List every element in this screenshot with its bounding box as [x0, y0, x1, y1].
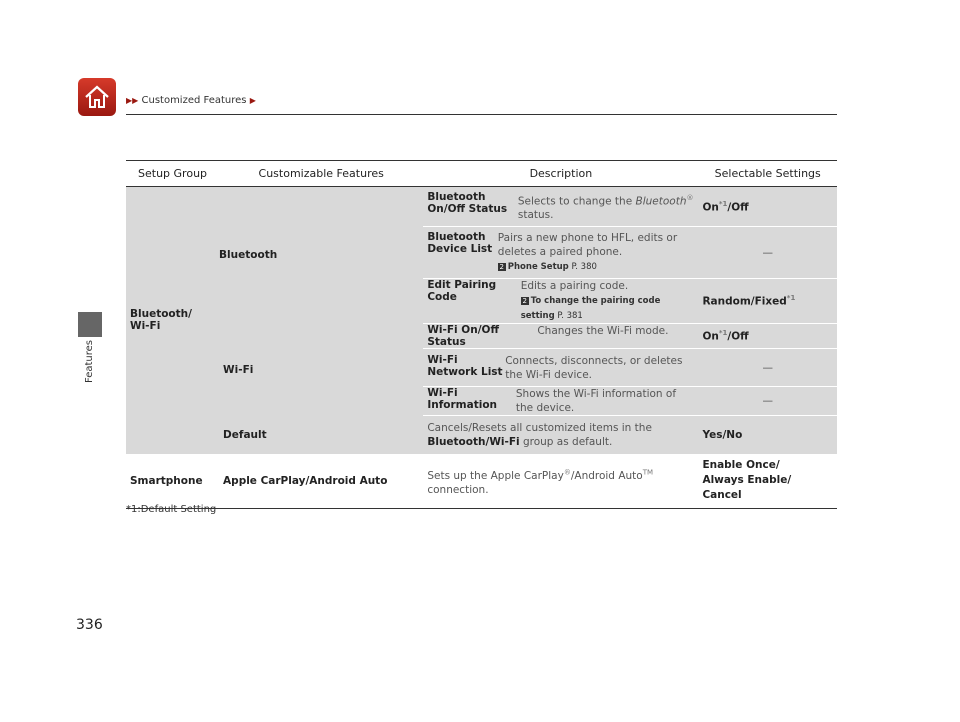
feature-name: Bluetooth On/Off Status	[427, 190, 508, 215]
settings-cell: —	[698, 349, 837, 387]
sub-group-label: Bluetooth	[219, 249, 423, 261]
breadcrumb-arrow-icon: ▶	[249, 96, 256, 105]
description-text: Sets up the Apple CarPlay®/Android Auto™ connection.	[427, 468, 654, 496]
table-header-row	[126, 161, 837, 187]
col-header: Setup Group	[126, 161, 219, 187]
description-cell	[423, 227, 698, 279]
settings-cell: —	[698, 227, 837, 279]
feature-name: Apple CarPlay/Android Auto	[219, 454, 423, 509]
cross-reference[interactable]: 2 To change the pairing code setting P. 381	[520, 296, 661, 321]
description-cell	[423, 387, 698, 416]
description-text: Changes the Wi-Fi mode.	[537, 325, 669, 337]
setup-group-cell: Bluetooth/ Wi-Fi	[126, 187, 219, 454]
description-text: Edits a pairing code. 2 To change the pairing code setting P. 381	[520, 280, 661, 321]
side-section-label: Features	[84, 340, 95, 383]
description-text: Pairs a new phone to HFL, edits or deletes a paired phone. 2 Phone Setup P. 380	[497, 232, 678, 272]
feature-name: Edit Pairing Code	[427, 279, 497, 303]
col-header: Customizable Features	[219, 161, 423, 187]
settings-cell: Yes/No	[698, 416, 837, 454]
description-cell	[423, 454, 698, 509]
breadcrumb-arrow-icon: ▶▶	[126, 96, 139, 105]
table-row	[126, 416, 837, 454]
description-text: Connects, disconnects, or deletes the Wi-Fi device.	[505, 354, 683, 381]
footnote: *1:Default Setting	[126, 504, 217, 515]
description-cell	[423, 349, 698, 387]
breadcrumb-label: Customized Features	[141, 95, 247, 106]
col-header: Selectable Settings	[698, 161, 837, 187]
table-row	[126, 187, 837, 227]
settings-cell: Random/Fixed$^{*1}$	[698, 279, 837, 324]
sub-group-cell	[219, 187, 423, 324]
settings-cell: On$^{*1}$/Off	[698, 187, 837, 227]
arrow-icon: 2	[522, 297, 527, 305]
cross-reference[interactable]: 2 Phone Setup P. 380	[499, 262, 597, 272]
home-icon[interactable]	[78, 78, 116, 116]
sub-group-label: Wi-Fi	[219, 324, 423, 416]
breadcrumb[interactable]	[126, 95, 256, 106]
feature-name: Wi-Fi Information	[427, 387, 498, 411]
arrow-icon: 2	[499, 263, 505, 271]
feature-name: Wi-Fi Network List	[427, 353, 503, 378]
feature-name: Wi-Fi On/Off Status	[427, 324, 499, 348]
house-glyph	[83, 83, 111, 111]
settings-table	[126, 160, 837, 509]
description-cell	[423, 279, 698, 324]
description-text: Cancels/Resets all customized items in the Bluetooth/Wi-Fi group as default.	[427, 421, 652, 448]
description-cell	[423, 416, 698, 454]
feature-name: Default	[219, 416, 423, 454]
description-cell	[423, 324, 698, 349]
table-row	[126, 324, 837, 349]
col-header: Description	[423, 161, 698, 187]
settings-cell: On$^{*1}$/Off	[698, 324, 837, 349]
feature-name: Bluetooth Device List	[427, 231, 493, 255]
description-text: Shows the Wi-Fi information of the device.	[515, 388, 677, 414]
side-tab-marker	[78, 312, 102, 337]
page-number: 336	[76, 617, 103, 633]
description-text: Selects to change the Bluetooth® status.	[517, 193, 694, 222]
setup-group-cell: Smartphone	[126, 454, 219, 509]
settings-cell: —	[698, 387, 837, 416]
header-rule	[126, 114, 837, 115]
settings-cell: Enable Once/ Always Enable/ Cancel	[698, 454, 837, 509]
table-row	[126, 454, 837, 509]
description-cell	[423, 187, 698, 227]
